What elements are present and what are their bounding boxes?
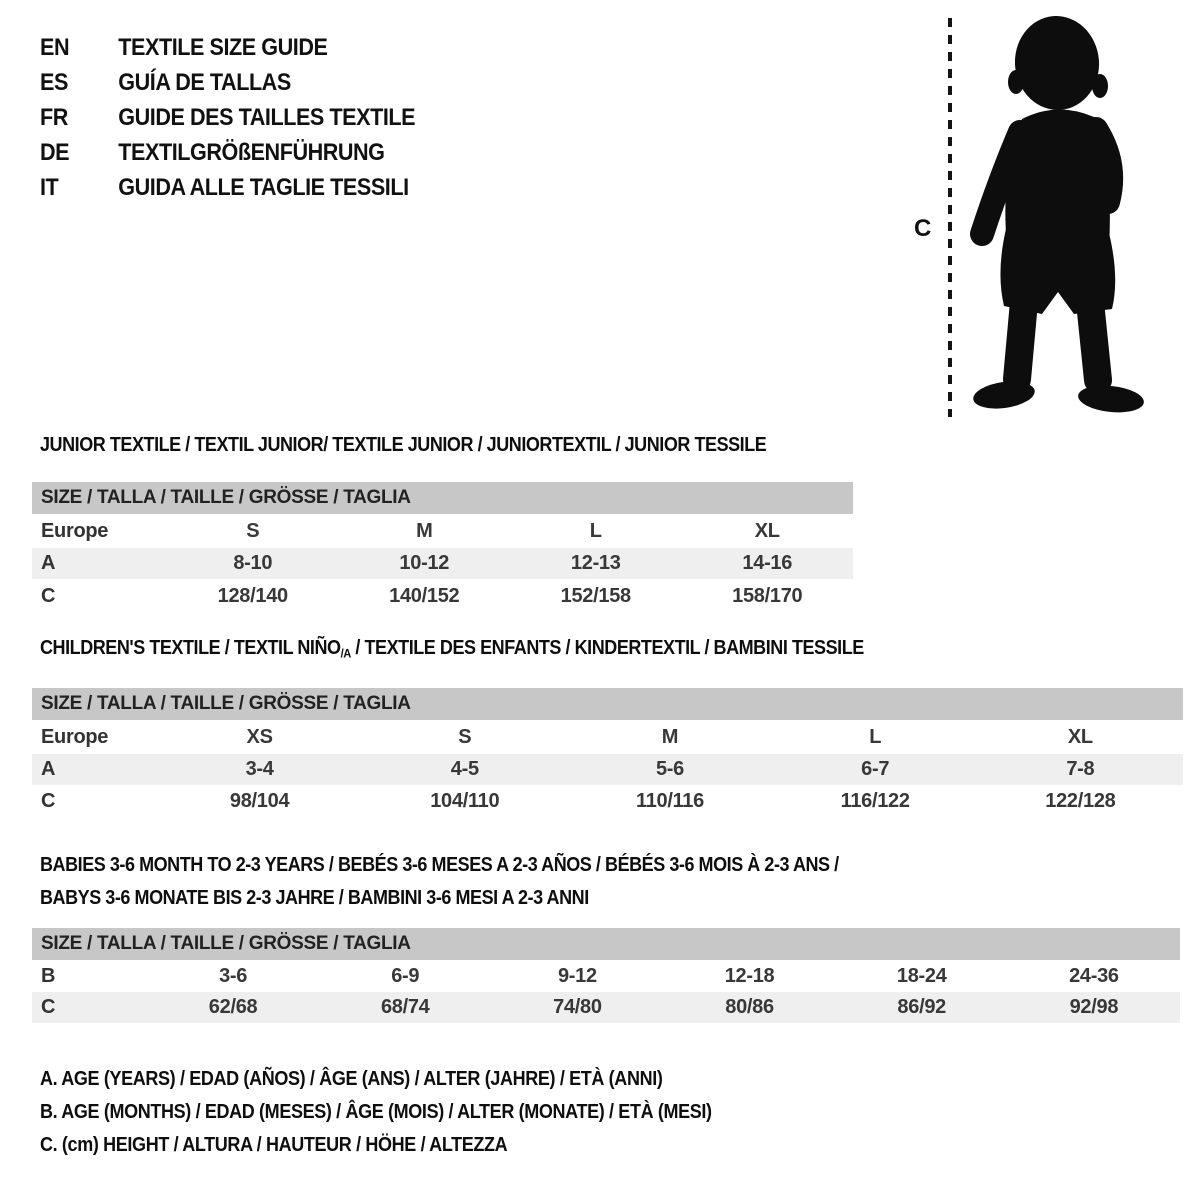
language-title: GUIDE DES TAILLES TEXTILE [118, 103, 416, 131]
language-row-fr [40, 100, 415, 135]
size-header: SIZE / TALLA / TAILLE / GRÖSSE / TAGLIA [32, 688, 1183, 720]
language-title: GUÍA DE TALLAS [118, 68, 291, 96]
table-cell: 104/110 [430, 790, 500, 812]
size-header-row [32, 928, 1180, 960]
size-header: SIZE / TALLA / TAILLE / GRÖSSE / TAGLIA [32, 482, 853, 514]
language-list [40, 30, 415, 205]
table-cell: 5-6 [567, 754, 772, 785]
table-cell: 8-10 [167, 548, 339, 579]
size-header-row [32, 688, 1183, 720]
language-title: TEXTILGRÖßENFÜHRUNG [118, 138, 385, 166]
table-row-height [32, 785, 1183, 818]
table-cell: M [416, 519, 433, 542]
language-row-de [40, 135, 415, 170]
table-cell: 116/122 [840, 790, 910, 812]
children-title-post: / TEXTILE DES ENFANTS / KINDERTEXTIL / BAMBINI TESSILE [350, 637, 864, 659]
table-row-age [32, 548, 853, 579]
table-cell: 7-8 [978, 754, 1183, 785]
language-code: IT [40, 173, 59, 201]
language-code: ES [40, 68, 68, 96]
table-cell: 12-13 [510, 548, 682, 579]
table-cell: 152/158 [560, 585, 631, 607]
toddler-silhouette-icon [962, 14, 1152, 419]
row-label: Europe [41, 519, 109, 542]
height-dotted-line [948, 18, 952, 417]
table-cell: 3-6 [219, 964, 248, 987]
row-label: C [41, 790, 56, 812]
table-cell: 62/68 [147, 992, 319, 1023]
children-title-pre: CHILDREN'S TEXTILE / TEXTIL NIÑO [40, 637, 341, 659]
legend-line-b: B. AGE (MONTHS) / EDAD (MESES) / ÂGE (MOIS) / ALTER (MONATE) / ETÀ (MESI) [40, 1101, 712, 1123]
height-measure-label: C [914, 215, 932, 242]
table-cell: 10-12 [339, 548, 511, 579]
children-size-table [32, 688, 1183, 818]
table-cell: 68/74 [319, 992, 491, 1023]
language-row-en [40, 30, 415, 65]
table-cell: S [458, 725, 472, 748]
table-cell: XS [246, 725, 273, 748]
height-measure-figure [912, 12, 1162, 424]
table-cell: 4-5 [362, 754, 567, 785]
legend-line-a: A. AGE (YEARS) / EDAD (AÑOS) / ÂGE (ANS) / ALTER (JAHRE) / ETÀ (ANNI) [40, 1068, 663, 1090]
row-label: Europe [41, 725, 109, 748]
table-cell: 14-16 [682, 548, 854, 579]
table-row-height [32, 992, 1180, 1023]
babies-size-table [32, 928, 1180, 1023]
table-row-europe [32, 720, 1183, 754]
table-cell: 3-4 [157, 754, 362, 785]
table-cell: 122/128 [1045, 790, 1116, 812]
language-code: FR [40, 103, 68, 131]
language-title: TEXTILE SIZE GUIDE [118, 33, 328, 61]
table-cell: 9-12 [557, 964, 597, 987]
table-cell: 80/86 [663, 992, 835, 1023]
table-cell: 24-36 [1069, 964, 1119, 987]
table-cell: 140/152 [389, 585, 460, 607]
row-label: A [32, 548, 167, 579]
table-cell: M [661, 725, 679, 748]
row-label: A [32, 754, 157, 785]
table-cell: 74/80 [491, 992, 663, 1023]
row-label: B [41, 964, 56, 987]
row-label: C [32, 992, 147, 1023]
language-row-it [40, 170, 415, 205]
table-cell: 86/92 [836, 992, 1008, 1023]
junior-size-table [32, 482, 853, 614]
table-cell: 12-18 [724, 964, 775, 987]
legend-line-c: C. (cm) HEIGHT / ALTURA / HAUTEUR / HÖHE / ALTEZZA [40, 1134, 508, 1156]
babies-title-line1: BABIES 3-6 MONTH TO 2-3 YEARS / BEBÉS 3-6 MESES A 2-3 AÑOS / BÉBÉS 3-6 MOIS À 2-3 ANS / [40, 854, 839, 876]
children-section-title [40, 637, 864, 660]
table-cell: 98/104 [229, 790, 290, 812]
language-code: EN [40, 33, 70, 61]
children-title-sub: /A [340, 646, 351, 661]
table-cell: 110/116 [635, 790, 704, 812]
table-cell: 128/140 [217, 585, 288, 607]
row-label: C [41, 585, 56, 607]
table-row-europe [32, 514, 853, 548]
table-cell: 158/170 [732, 585, 803, 607]
table-row-age [32, 754, 1183, 785]
table-cell: XL [754, 519, 780, 542]
table-cell: L [589, 519, 602, 542]
language-code: DE [40, 138, 70, 166]
babies-title-line2: BABYS 3-6 MONATE BIS 2-3 JAHRE / BAMBINI 3-6 MESI A 2-3 ANNI [40, 887, 589, 909]
table-cell: XL [1067, 725, 1093, 748]
size-header-row [32, 482, 853, 514]
table-row-height [32, 579, 853, 614]
table-cell: 92/98 [1008, 992, 1180, 1023]
language-row-es [40, 65, 415, 100]
table-cell: L [869, 725, 882, 748]
table-cell: 6-9 [391, 964, 420, 987]
table-cell: S [246, 519, 260, 542]
table-row-months [32, 960, 1180, 992]
table-cell: 18-24 [896, 964, 947, 987]
size-header: SIZE / TALLA / TAILLE / GRÖSSE / TAGLIA [32, 928, 1180, 960]
language-title: GUIDA ALLE TAGLIE TESSILI [118, 173, 409, 201]
junior-section-title: JUNIOR TEXTILE / TEXTIL JUNIOR/ TEXTILE JUNIOR / JUNIORTEXTIL / JUNIOR TESSILE [40, 434, 767, 456]
table-cell: 6-7 [773, 754, 978, 785]
legend [40, 1068, 712, 1167]
babies-section-title [40, 849, 839, 915]
